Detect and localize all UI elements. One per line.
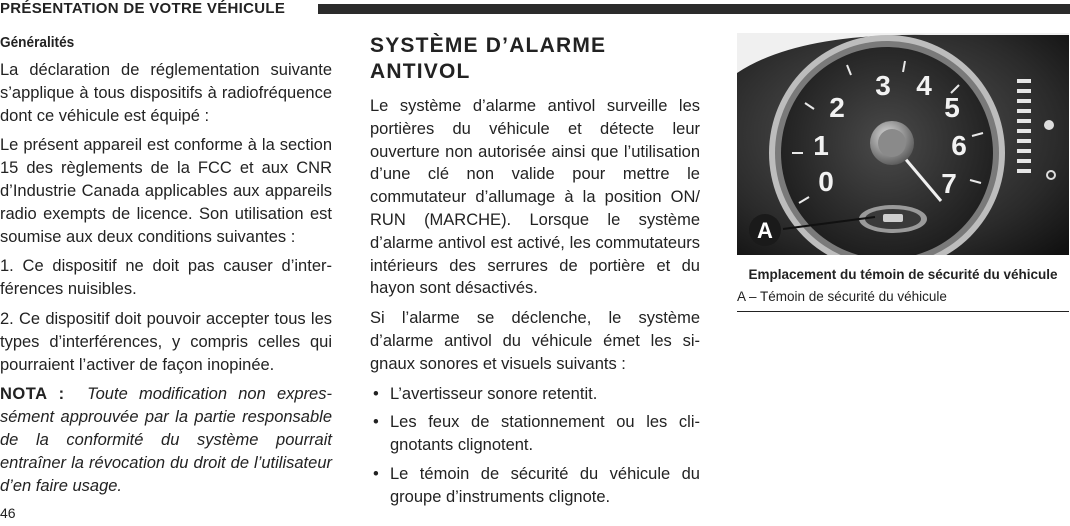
column-alarm — [370, 33, 700, 515]
list-item: • Les feux de stationnement ou les clignotants clignotent. — [370, 411, 700, 457]
gauge-number: 1 — [813, 130, 829, 161]
header-rule — [318, 4, 1070, 14]
gauge-number: 3 — [875, 70, 891, 101]
paragraph: La déclaration de réglementation suivante s’applique à tous dispositifs à radiofréquence dont ce véhicule est équipé : — [0, 61, 332, 125]
note-label: NOTA : — [0, 385, 65, 404]
gauge-number: 0 — [818, 166, 834, 197]
paragraph: Le système d’alarme antivol surveille les portières du véhicule et détecte leur ouverture non autorisée ainsi que l’utilisation d’une clé non valide pour mettre le commutateur d’allumage à la position ON/ RUN (MARCHE). Lorsque le système d’alarme antivol est activé, les commutateurs intérieurs des serrures de portière et du hayon sont désactivés. — [370, 97, 700, 298]
security-light-icon — [883, 214, 903, 222]
section-heading-alarm: SYSTÈME D’ALARME ANTIVOL — [370, 34, 607, 83]
header-title: PRÉSENTATION DE VOTRE VÉHICULE — [0, 0, 286, 17]
gauge-number: 2 — [829, 92, 845, 123]
list-item: • L’avertisseur sonore retentit. — [370, 383, 700, 406]
paragraph: Si l’alarme se déclenche, le système d’alarme antivol du véhicule émet les signaux sonores et visuels suivants : — [370, 309, 700, 373]
paragraph: Le présent appareil est conforme à la section 15 des règlements de la FCC et aux CNR d’Industrie Canada applicables aux appareils radio exempts de licence. Son utilisation est soumise aux deux conditions suivantes : — [0, 136, 332, 246]
temperature-icon — [1044, 120, 1054, 130]
page-header — [0, 0, 1070, 18]
column-figure — [737, 33, 1069, 312]
gauge-number: 7 — [941, 168, 957, 199]
note-paragraph — [0, 383, 332, 497]
bullet-list — [370, 383, 700, 509]
page-number: 46 — [0, 505, 16, 521]
callout-label: A — [757, 218, 773, 243]
figure-legend: A – Témoin de sécurité du véhicule — [737, 288, 1069, 312]
figure-caption: Emplacement du témoin de sécurité du véhicule — [748, 267, 1058, 282]
list-item: • Le témoin de sécurité du véhicule du groupe d’instruments clignote. — [370, 463, 700, 509]
note-text: Toute modification non expressément approuvée par la partie responsable de la conformité du système pourrait entraîner la révocation du droit de l’utilisateur d’en faire usage. — [0, 385, 332, 495]
gauge-number: 6 — [951, 130, 967, 161]
gauge-number: 5 — [944, 92, 960, 123]
paragraph: 2. Ce dispositif doit pouvoir accepter tous les types d’interférences, y compris celles qui pourraient l’activer de façon inopinée. — [0, 309, 332, 374]
gauge-number: 4 — [916, 70, 932, 101]
instrument-cluster-photo — [737, 33, 1069, 255]
section-heading-general: Généralités — [0, 35, 75, 51]
column-general — [0, 33, 332, 504]
paragraph: 1. Ce dispositif ne doit pas causer d’interférences nuisibles. — [0, 257, 332, 299]
